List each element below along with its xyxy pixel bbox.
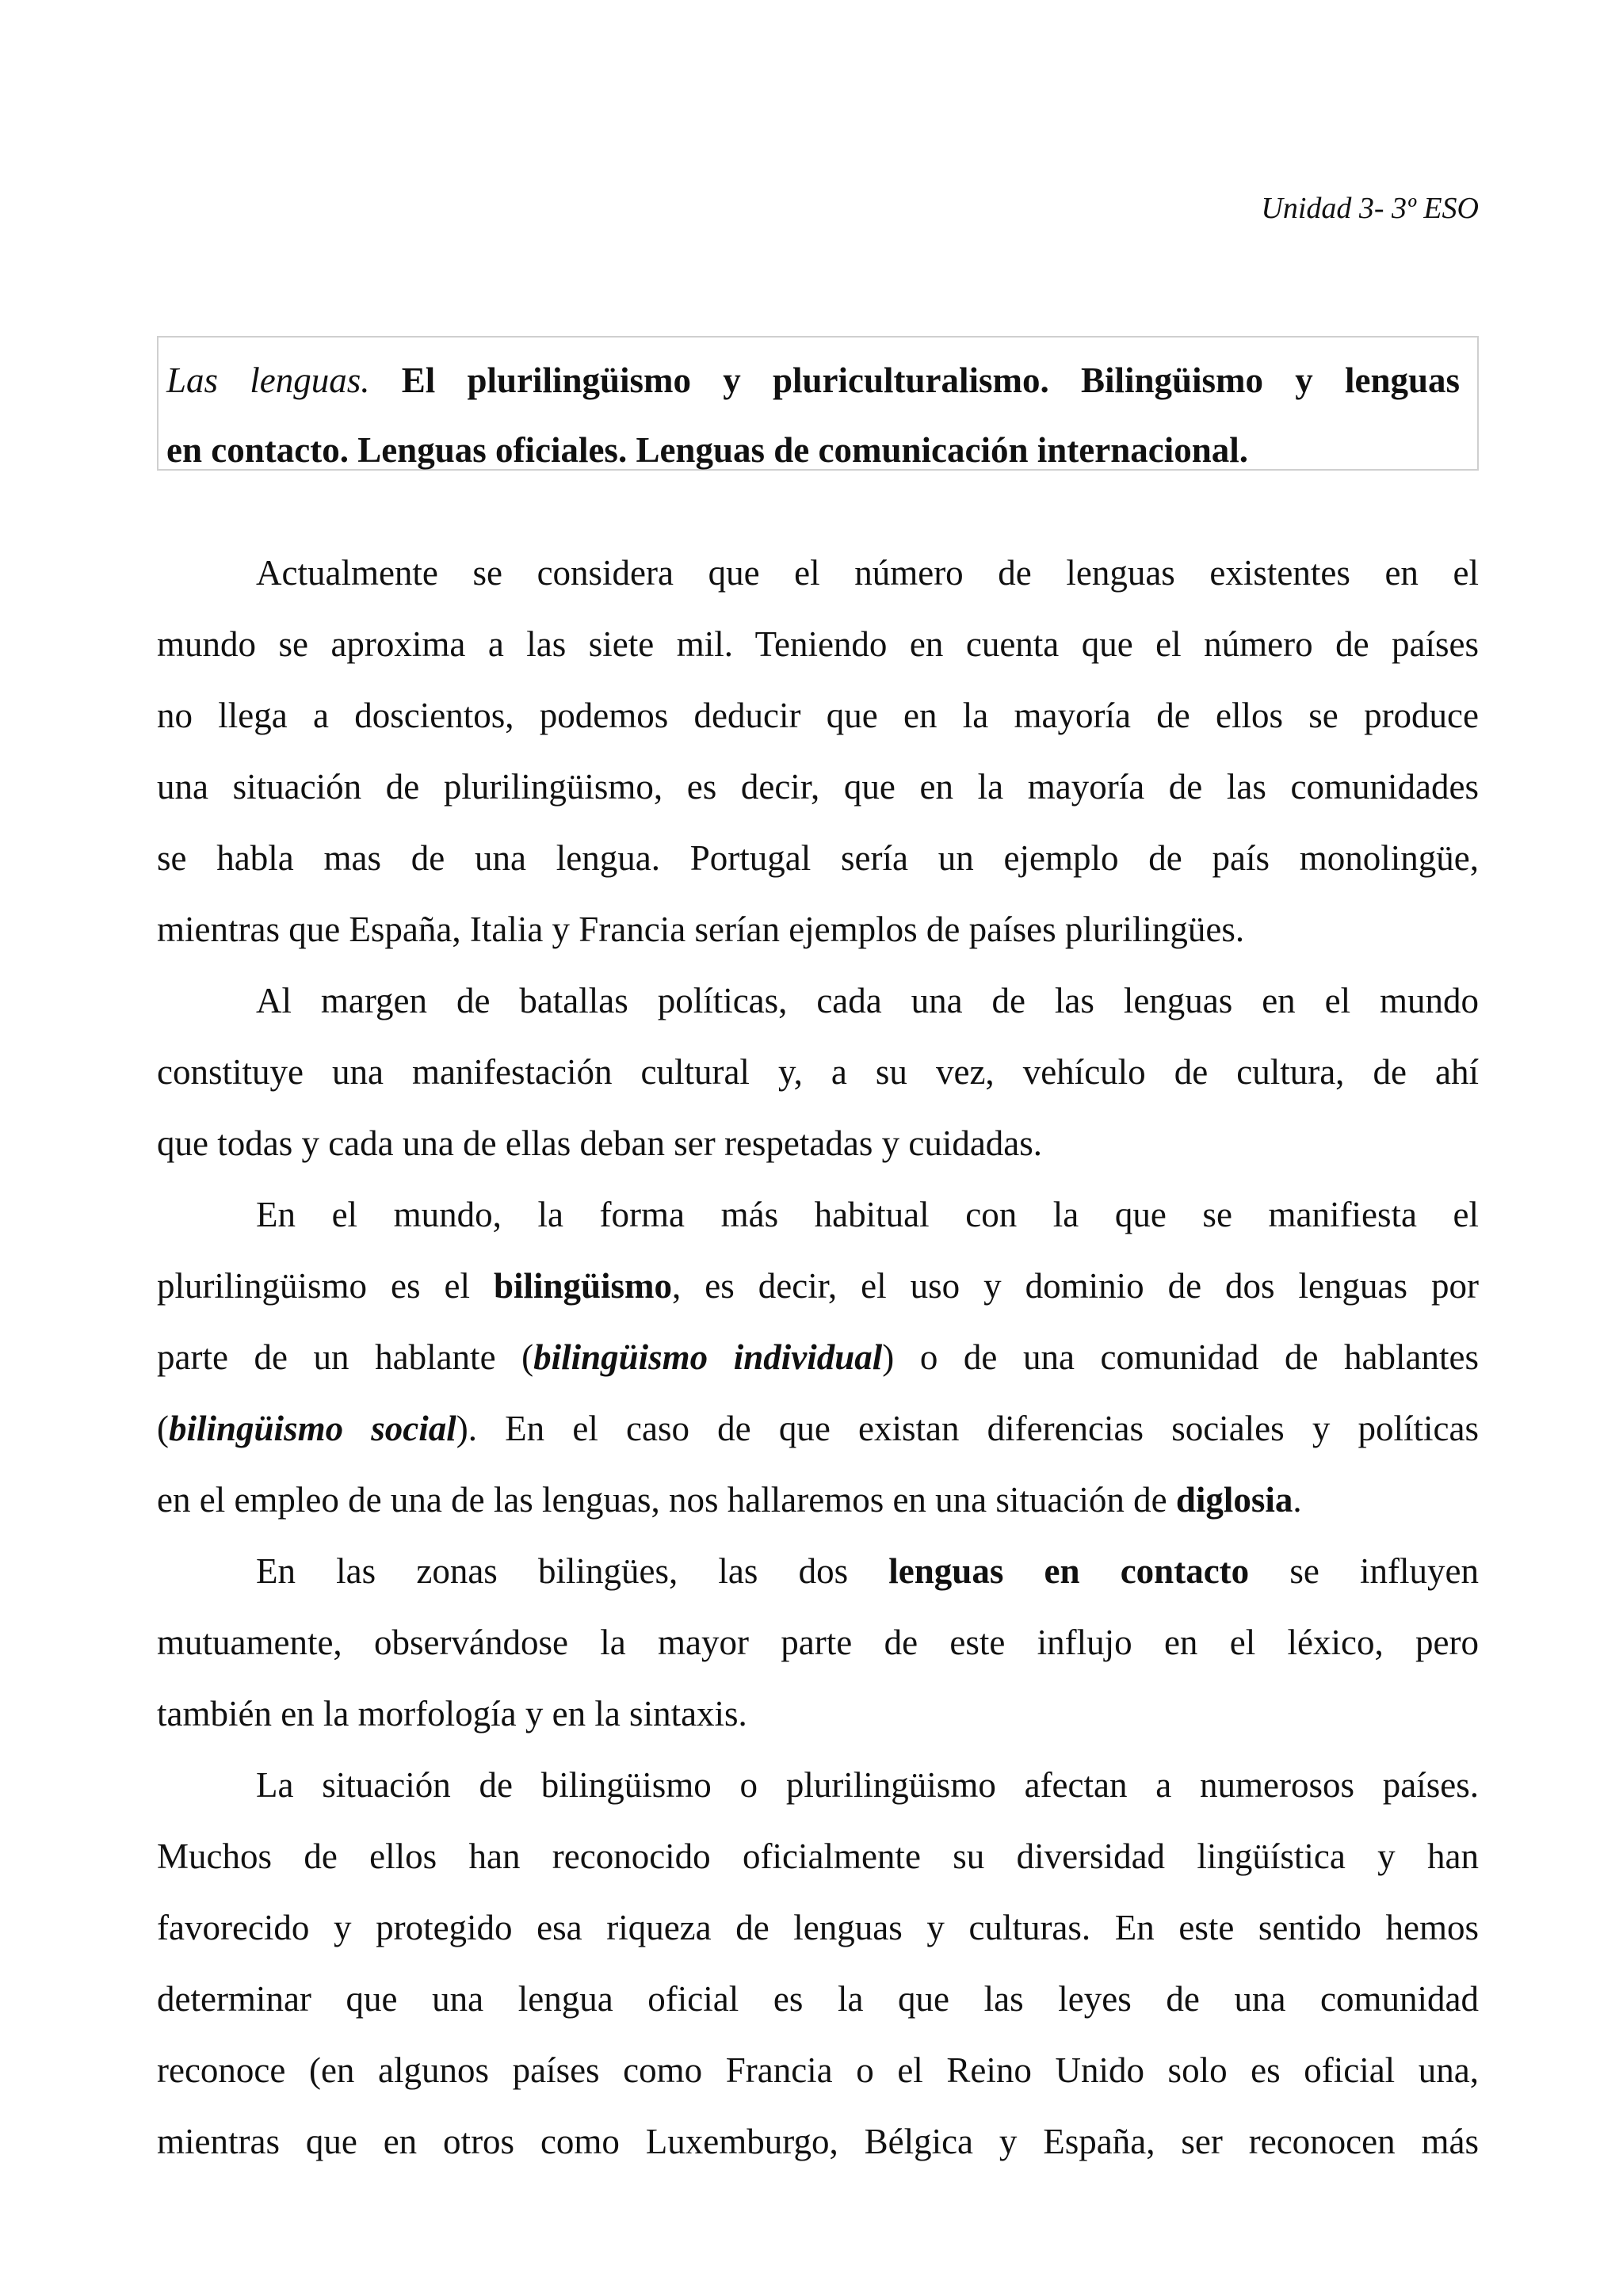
p5-line-6: mientras que en otros como Luxemburgo, Bélgica y España, ser reconocen más [157, 2122, 1479, 2161]
p5-line-2: Muchos de ellos han reconocido oficialmente su diversidad lingüística y han [157, 1836, 1479, 1876]
p5-line-5: reconoce (en algunos países como Francia o el Reino Unido solo es oficial una, [157, 2050, 1479, 2090]
title-line-1 [166, 345, 1460, 415]
running-header: Unidad 3- 3º ESO [1261, 192, 1479, 225]
term-lenguas-en-contacto: lenguas en contacto [888, 1551, 1250, 1591]
term-bilinguismo: bilingüismo [493, 1266, 673, 1306]
p3-line-2-c: , es decir, el uso y dominio de dos lenguas por [672, 1266, 1479, 1306]
p1-line-6: mientras que España, Italia y Francia serían ejemplos de países plurilingües. [157, 910, 1245, 949]
p2-line-3: que todas y cada una de ellas deban ser respetadas y cuidadas. [157, 1123, 1043, 1163]
p1-line-3: no llega a doscientos, podemos deducir que en la mayoría de ellos se produce [157, 696, 1479, 735]
term-bilinguismo-individual: bilingüismo individual [533, 1337, 883, 1377]
body-text [157, 537, 1479, 2177]
p5-line-3: favorecido y protegido esa riqueza de lenguas y culturas. En este sentido hemos [157, 1908, 1479, 1947]
title-bold-1: El plurilingüismo y pluriculturalismo. Bilingüismo y lenguas [401, 360, 1461, 400]
p3-line-3-a: parte de un hablante ( [157, 1337, 534, 1377]
p3-line-3-c: ) o de una comunidad de hablantes [882, 1337, 1479, 1377]
p2-line-2: constituye una manifestación cultural y, a su vez, vehículo de cultura, de ahí [157, 1052, 1479, 1092]
p4-line-1-a: En las zonas bilingües, las dos [256, 1551, 889, 1591]
p5-line-1: La situación de bilingüismo o plurilingüismo afectan a numerosos países. [256, 1765, 1479, 1805]
term-bilinguismo-social: bilingüismo social [169, 1409, 456, 1448]
p3-line-5-c: . [1293, 1480, 1302, 1520]
p1-line-2: mundo se aproxima a las siete mil. Teniendo en cuenta que el número de países [157, 624, 1479, 664]
p3-line-1: En el mundo, la forma más habitual con la que se manifiesta el [256, 1195, 1479, 1234]
title-line-2: en contacto. Lenguas oficiales. Lenguas de comunicación internacional. [166, 430, 1248, 470]
title-box [157, 336, 1479, 471]
term-diglosia: diglosia [1175, 1480, 1293, 1520]
p3-line-5 [157, 1464, 1479, 1535]
p3-line-4-c: ). En el caso de que existan diferencias sociales y políticas [456, 1409, 1479, 1448]
p3-line-2 [157, 1250, 1479, 1322]
p1-line-5: se habla mas de una lengua. Portugal sería un ejemplo de país monolingüe, [157, 838, 1479, 878]
p3-line-2-a: plurilingüismo es el [157, 1266, 494, 1306]
p5-line-4: determinar que una lengua oficial es la que las leyes de una comunidad [157, 1979, 1479, 2019]
p1-line-1: Actualmente se considera que el número de lenguas existentes en el [256, 553, 1479, 593]
p4-line-2: mutuamente, observándose la mayor parte de este influjo en el léxico, pero [157, 1623, 1479, 1662]
p1-line-4: una situación de plurilingüismo, es decir, que en la mayoría de las comunidades [157, 767, 1479, 807]
p3-line-4 [157, 1393, 1479, 1464]
p4-line-1 [157, 1535, 1479, 1607]
p3-line-5-a: en el empleo de una de las lenguas, nos hallaremos en una situación de [157, 1480, 1176, 1520]
title-lead: Las lenguas. [166, 360, 370, 400]
p2-line-1: Al margen de batallas políticas, cada una de las lenguas en el mundo [256, 981, 1479, 1020]
p4-line-1-c: se influyen [1249, 1551, 1479, 1591]
p3-line-3 [157, 1322, 1479, 1393]
p4-line-3: también en la morfología y en la sintaxis. [157, 1694, 747, 1733]
p3-line-4-a: ( [157, 1409, 169, 1448]
